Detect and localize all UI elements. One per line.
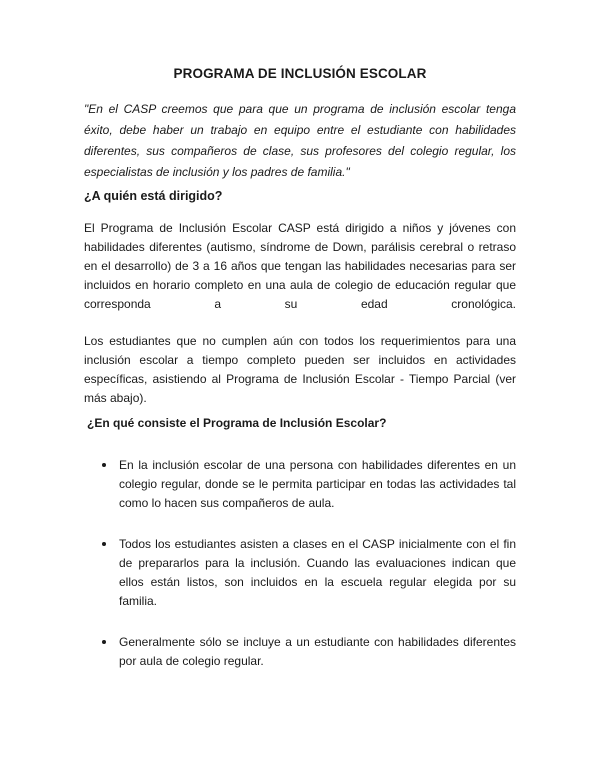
paragraph-target-audience: El Programa de Inclusión Escolar CASP está dirigido a niños y jóvenes con habilidades diferentes (autismo, síndrome de Down, parálisis cerebral o retraso en el desarrollo) de 3 a 16 años que tengan las habilidades necesarias para ser incluidos en horario completo en una aula de colegio de educación regular que corresponda a su edad cronológica. xyxy=(84,221,516,311)
heading-what: ¿En qué consiste el Programa de Inclusión Escolar? xyxy=(87,416,387,430)
document-title: PROGRAMA DE INCLUSIÓN ESCOLAR xyxy=(173,66,427,81)
bullet-dot-icon xyxy=(102,542,106,546)
bullet-text: Todos los estudiantes asisten a clases en el CASP inicialmente con el fin de prepararlos para la inclusión. Cuando las evaluaciones indican que ellos están listos, son incluidos en la escuela regular elegida por su familia. xyxy=(119,537,516,608)
bullet-text: Generalmente sólo se incluye a un estudiante con habilidades diferentes por aula de colegio regular. xyxy=(119,635,516,668)
bullet-item xyxy=(84,633,516,671)
bullet-dot-icon xyxy=(102,640,106,644)
bullet-dot-icon xyxy=(102,463,106,467)
bullet-item xyxy=(84,535,516,611)
bullet-text: En la inclusión escolar de una persona con habilidades diferentes en un colegio regular, donde se le permita participar en todas las actividades tal como lo hacen sus compañeros de aula. xyxy=(119,458,516,510)
heading-who: ¿A quién está dirigido? xyxy=(84,189,223,203)
intro-quote: "En el CASP creemos que para que un programa de inclusión escolar tenga éxito, debe haber un trabajo en equipo entre el estudiante con habilidades diferentes, sus compañeros de clase, sus profesores del colegio regular, los especialistas de inclusión y los padres de familia." xyxy=(84,102,516,179)
bullet-item xyxy=(84,456,516,513)
paragraph-part-time: Los estudiantes que no cumplen aún con todos los requerimientos para una inclusión escolar a tiempo completo pueden ser incluidos en actividades específicas, asistiendo al Programa de Inclusión Escolar - Tiempo Parcial (ver más abajo). xyxy=(84,334,516,405)
bullet-list xyxy=(84,456,516,671)
